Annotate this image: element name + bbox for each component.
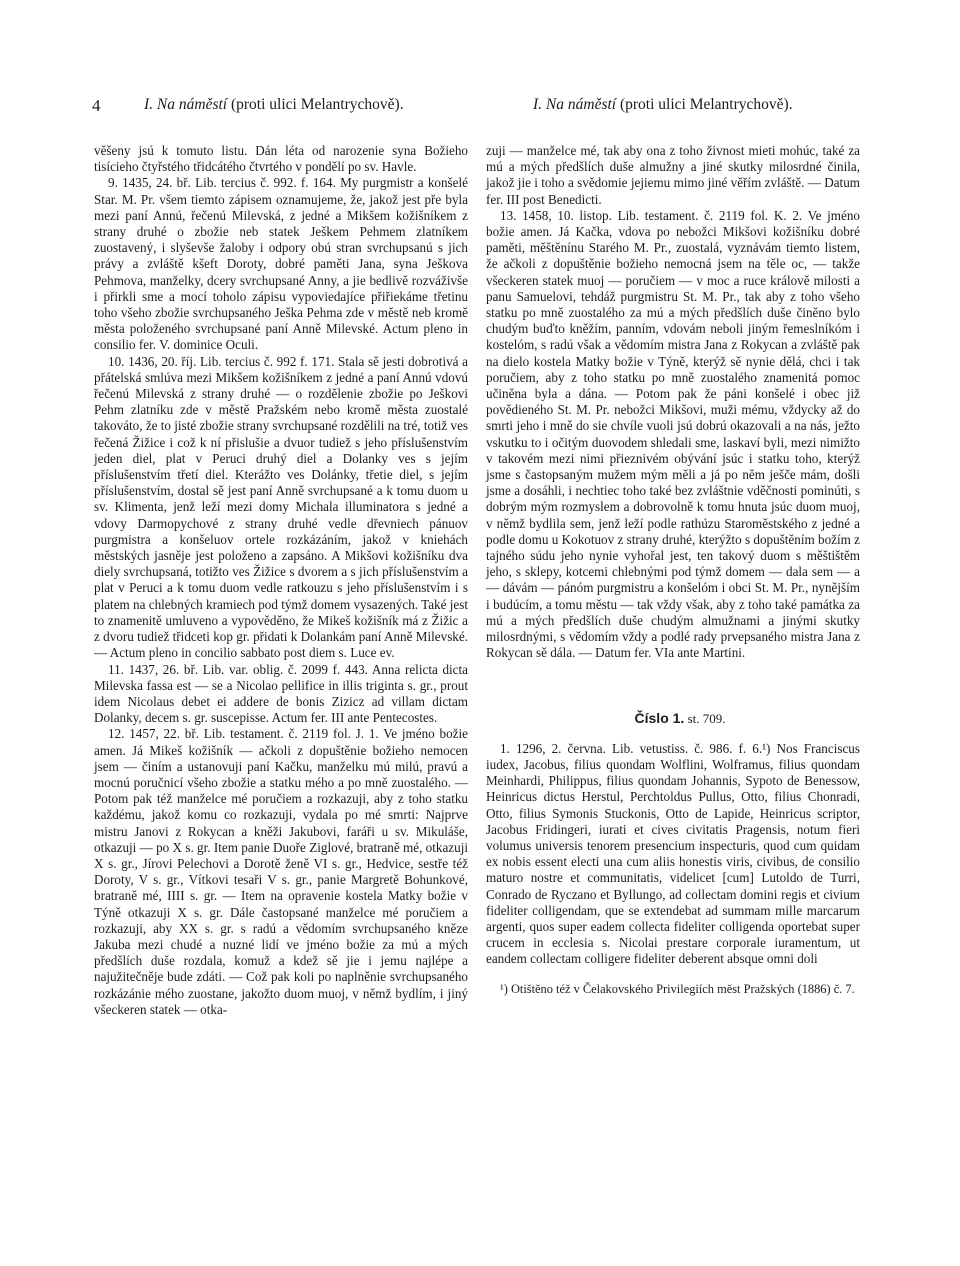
header-left-rest: (proti ulici Melantrychově). xyxy=(227,96,404,113)
page-number: 4 xyxy=(92,96,101,115)
footnote: ¹) Otištěno též v Čelakovského Privilegiích měst Pražských (1886) č. 7. xyxy=(500,981,855,996)
entry-10: 10. 1436, 20. říj. Lib. tercius č. 992 f. 171. Stala sě jesti dobrotivá a přátelská smlúva mezi Mikšem kožišníkem z jedné a paní Annú vdovú řečenú Milevská z strany druhé — o rozdělenie zbožie po Ješkovi Pehm zlatníku zde v městě Pražském nebo kromě města zuostalé takováto, že to jisté zbožie strany svrchupsané rozdělili na tré, totiž ves řečená Žižice i což k ní přislušie a dvuor tudiež s jeho příslušenstvím jeden diel, plat v Peruci druhý diel a Dolanky ves s jejím příslušenstvím třetí diel. Kterážto ves Dolánky, třetie diel, s jejím příslušenstvím, dostal sě jest paní Anně svrchupsané a k tomu duom u sv. Klimenta, jenž leží mezi domy Michala illuminatora s jedné a vdovy Darmopychové z strany druhé vedle dřevniech pánuov purgmistra a konšeluov ortele rozkázáním, jakož v kniehách městských jasněje jest položeno a zapsáno. A Mikšovi kožišníku dva diely svrchupsaná, totižto ves Žižice s dvorem a s jich příslušenstvím a plat v Peruci a k tomu duom vedle ratkouzu s jeho příslušenstvím i s platem na chlebných kramiech pod týmž domem vysazených. Také jest to znamenitě umluveno a vypověděno, že Mikeš kožišník má z Žižic a z dvoru tudiež třidceti kop gr. přidati k Dolankám paní Anně Milevské. — Actum pleno in concilio sabbato post diem s. Luce ev. xyxy=(94,353,469,661)
entry-13: 13. 1458, 10. listop. Lib. testament. č. 2119 fol. K. 2. Ve jméno božie amen. Já Kačka, vdova po nebožci Mikšovi kožišníku dobré paměti, měštěnínu Starého M. Pr., zuostalá, vyznávám tiemto listem, že ačkoli z dopuštěnie božieho nemocná jsem na těle oc, — takže všeckeren statek muoj — poručiem — v moc a ruce králově milosti a panu Samuelovi, tehdáž purgmistru St. M. Pr., tak aby z toho všeho statku po mně zuostalého za mú a mých předšlích duše činěno bylo chudým buďto kněžím, panním, vdovám neboli jiným řemeslníkóm i kostelóm, s radú však a vědomím mistra Jana z Rokycan a zvláště pak na dielo kostela Matky božie v Týně, kterýž sě nynie dělá, chci i tak poručiem, aby z toho statku po mně zuostalého znamenitá pomoc učiněna byla a dána. — Potom pak že páni konšelé i obec již povědieného St. M. Pr. nebožci Mikšovi, muži mému, vždycky až do smrti jeho i mně do sie chvíle vuoli jsú dobrú okazovali a na nás, ježto vskutku to i očitým duovodem shledali sme, laskaví byli, mezi nimižto v takovém mezi nimi přieznivém obývání jsúc i statku toho, kterýž jsme s častopsaným mužem mým měli a já po něm ješče mám, došli jsme a dosáhli, i nechtiec toho také bez zvláštnie vděčnosti pominúti, s dobrým mým rozmyslem a dobrovolně k tomu hnuta jsúc duom muoj, v němž bydlila sem, jenž leží podle rathúzu Staroměstského z jedné a podle domu u Kokotuov z strany druhé, kterýžto s dopuštěním božím z tajného súdu jeho nynie vyhořal jest, ten takový duom s měštištěm jeho, s sklepy, kotcemi chlebnými pod týmž domem — dala sem — a — dávám — pánóm purgmistru a konšelóm i obci St. M. Pr., nynějším i budúcím, a tomu městu — tak vždy však, aby z toho také památka za mú a mých předšlích duše chudým almužnami a jinými skutky milosrdnými, s vědomím vždy a podlé rady prvepsaného mistra Jana z Rokycan sě dála. — Datum fer. VIa ante Martini. xyxy=(486,207,860,661)
right-paragraph-continued: zuji — manželce mé, tak aby ona z toho živnost mieti mohúc, také za mú a mých předšlích duše almužny a jiné skutky milosrdné činila, jakož jie i toho a svědomie jejiemu mimo jiné věřím zvláště. — Datum fer. III post Benedicti. xyxy=(486,143,860,207)
section-spacer xyxy=(486,662,860,710)
entry-11: 11. 1437, 26. bř. Lib. var. oblig. č. 2099 f. 443. Anna relicta dicta Milevska fassa est — se a Nicolao pellifice in illis triginta s. gr., prout idem Nicolaus debet ei addere de bonis Zizicz ad villam dictam Dolanky, decem s. gr. suscepisse. Actum fer. III ante Pentecostes. xyxy=(94,661,468,726)
running-header xyxy=(92,96,868,120)
entry-9: 9. 1435, 24. bř. Lib. tercius č. 992. f. 164. My purgmistr a konšelé Star. M. Pr. všem tiemto zápisem oznamujeme, že, jakož jest pře byla mezi paní Annú, řečenú Milevská, z jedné a Mikšem kožišníkem z strany druhé o zbožie neb statek Ješkem Pehmem zlatníkem zuostavený, i slyševše žaloby i odpory obú stran svrchupsanú s jich právy a zvláště kšeft Doroty, dobré paměti Jana, syna Ješkova Pehmova, manželky, dcery svrchupsané Anny, a jie bedlivě rozváživše i přirkli sme a mocí toholo zápisu vypoviedajíce přiřiekáme třetinu toho všeho zbožie svrchupsaného Ješka Pehma zde v městě neb kromě města položeného svrchupsané paní Anně Milevské. Actum pleno in consilio fer. V. dominice Oculi. xyxy=(94,175,468,353)
section-heading xyxy=(486,710,860,727)
header-right-italic: I. Na náměstí xyxy=(533,96,617,113)
section-title: Číslo 1. xyxy=(634,709,685,726)
section-gap xyxy=(486,727,860,741)
header-right-title xyxy=(533,96,793,114)
section-subtitle: st. 709. xyxy=(684,710,726,726)
left-paragraph-continued: věšeny jsú k tomuto listu. Dán léta od narozenie syna Božieho tisícieho čtyřstého třidcátého čtvrtého v pondělí po sv. Havle. xyxy=(94,143,468,175)
header-right-rest: (proti ulici Melantrychově). xyxy=(616,96,793,113)
header-left-italic: I. Na náměstí xyxy=(144,96,228,113)
header-left-title xyxy=(144,96,404,114)
entry-1: 1. 1296, 2. června. Lib. vetustiss. č. 986. f. 6.¹) Nos Franciscus iudex, Jacobus, filius quondam Wolflini, Wolframus, filius quondam Meinhardi, Philippus, filius quondam Johannis, Sypoto de Benessow, Heinricus dictus Herstul, Perchtoldus Pullus, Otto, filius Chonradi, Otto, filius Symonis Stuckonis, Otto de Lapide, Heinricus scriptor, Jacobus Fridingeri, iurati et cives civitatis Pragensis, notum fieri volumus universis tenorem presencium inspecturis, quod cum quidam ex nobis essent electi una cum aliis honestis viris, civibus, de consilio maturo nostre et communitatis, videlicet [cum] Lutoldo de Turri, Conrado de Ryczano et Byllungo, ad collectam domini regis et civium fideliter colligendam, que se extendebat ad summam mille marcarum argenti, quos super eadem collecta fideliter colligenda oportebat super crucem in ecclesia s. Nicolai prestare corporale iuramentum, ut eandem collectam colligere fideliter deberent absque omni doli xyxy=(486,740,860,967)
left-column xyxy=(94,143,468,1018)
right-column xyxy=(486,143,860,997)
entry-12: 12. 1457, 22. bř. Lib. testament. č. 2119 fol. J. 1. Ve jméno božie amen. Já Mikeš kožišník — ačkoli z dopuštěnie božieho nemocen jsem — činím a ustanovuji paní Kačku, manželku mú milú, pravú a mocnú poručnicí všeho zbožie a statku mého a po mně zuostalého. — Potom pak též manželce mé poručiem a rozkazuji, aby z toho statku každému, jakož komu co rozkazuji, vydala po mé smrti: Najprve mistru Janovi z Rokycan a kněži Jakubovi, faráři u sv. Mikuláše, otkazuji — po X s. gr. Item panie Duoře Ziglové, bratraně mé, otkazuji X s. gr., Jírovi Pelechovi a Dorotě ženě VI s. gr., Hedvice, sestře též Doroty, V s. gr., Vítkovi tesaři V s. gr., panie Margretě Bohunkové, bratraně mé, IIII s. gr. — Item na opravenie kostela Matky božie v Týně otkazuji X s. gr. Dále častopsané manželce mé poručiem a rozkazuji, aby XX s. gr. s radú a vědomím svrchupsaného kněze Jakuba mezi chudé a nuzné lidí ve jméno božie za mú a mých předšlích duše rozdala, komuž a kdež sě jie i jemu najlépe a najužitečněje bude zdáti. — Což pak koli po naplněnie svrchupsaného rozkázánie mého zuostane, jakožto duom muoj, v němž bydlím, i jiný všeckeren statek — otka- xyxy=(94,726,468,1017)
